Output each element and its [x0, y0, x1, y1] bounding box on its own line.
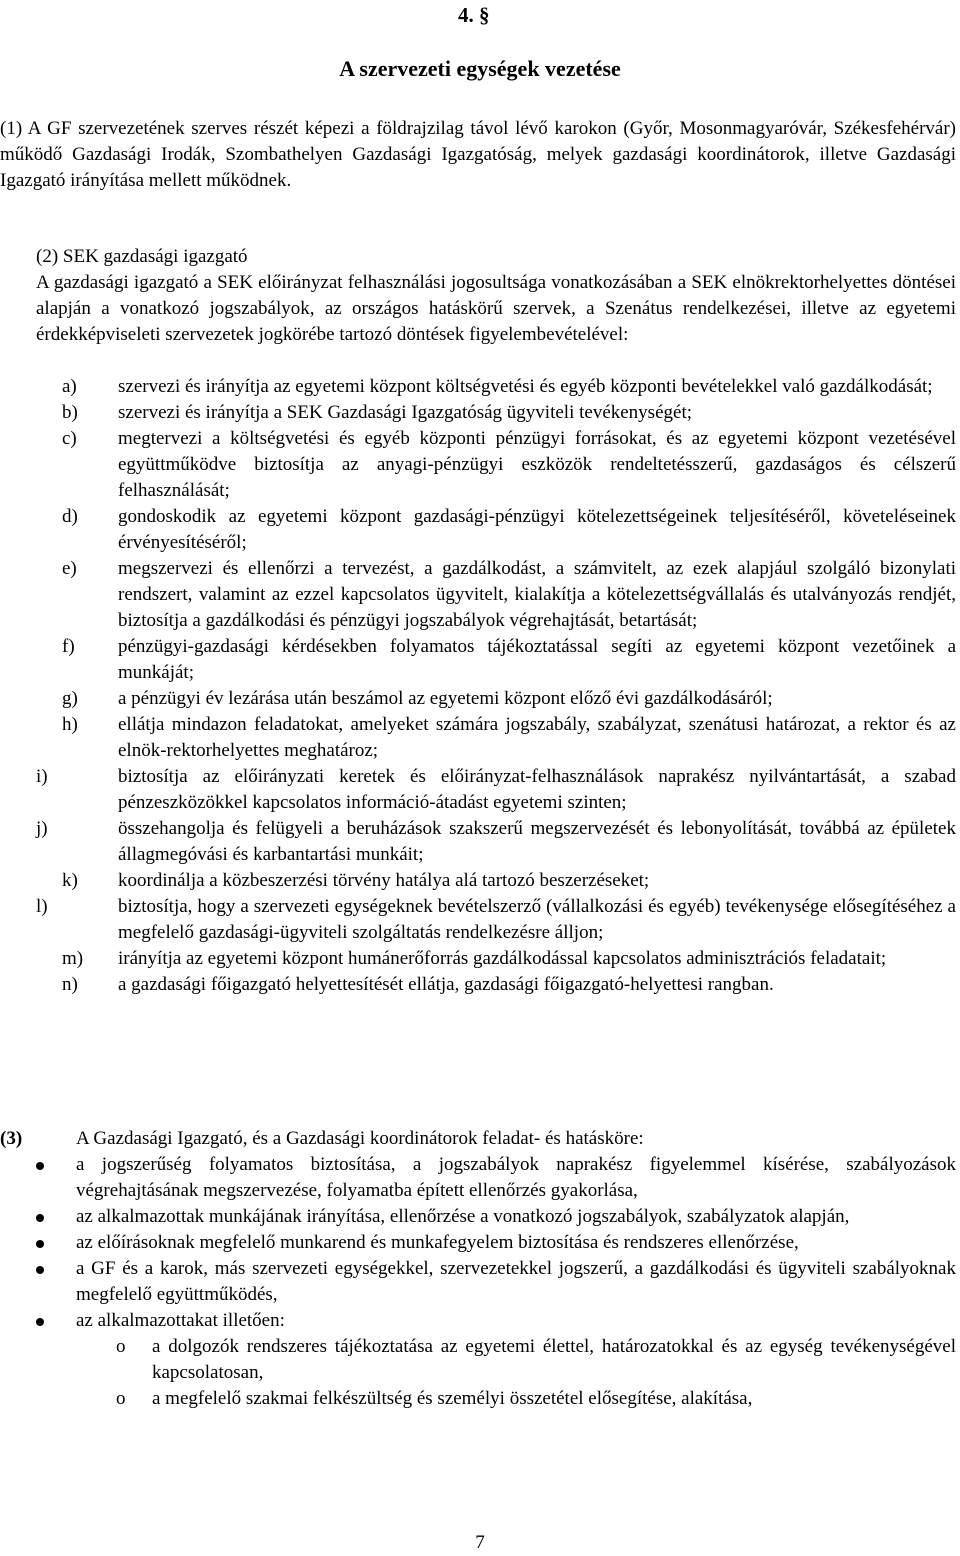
- list-item-label: a): [62, 376, 77, 397]
- bullet-text: a jogszerűség folyamatos biztosítása, a jogszabályok naprakész figyelemmel kísérése, szabályozások végrehajtásának megszervezése, folyamatba épített ellenőrzés gyakorlása,: [76, 1154, 956, 1201]
- list-item-text: biztosítja, hogy a szervezeti egységeknek bevételszerző (vállalkozási és egyéb) tevékenysége elősegítéséhez a megfelelő gazdasági-ügyviteli szolgáltatás rendelkezésre álljon;: [118, 896, 956, 943]
- list-item: [36, 426, 956, 504]
- bullet-item: [0, 1256, 956, 1308]
- bullet-item: [0, 1204, 956, 1230]
- paragraph-2: [36, 244, 956, 348]
- bullet-icon: [36, 1162, 44, 1170]
- bullet-text: a GF és a karok, más szervezeti egységekkel, szervezetekkel jogszerű, a gazdálkodási és ügyviteli szabályoknak megfelelő együttműködés,: [76, 1258, 956, 1305]
- paragraph-1: (1) A GF szervezetének szerves részét képezi a földrajzilag távol lévő karokon (Győr, Mosonmagyaróvár, Székesfehérvár) működő Gazdasági Irodák, Szombathelyen Gazdasági Igazgatóság, melyek gazdasági koordinátorok, illetve Gazdasági Igazgató irányítása mellett működnek.: [0, 118, 956, 191]
- list-item-text: biztosítja az előirányzati keretek és előirányzat-felhasználások naprakész nyilvántartását, a szabad pénzeszközökkel kapcsolatos információ-átadást egyetemi szinten;: [118, 766, 956, 813]
- list-item: [36, 374, 956, 400]
- paragraph-2-intro: A gazdasági igazgató a SEK előirányzat felhasználási jogosultsága vonatkozásában a SEK elnökrektorhelyettes döntései alapján a vonatkozó jogszabályok, az országos hatáskörű szervek, a Szenátus rendelkezései, illetve az egyetemi érdekképviseleti szervezetek jogkörébe tartozó döntések figyelembevételével:: [36, 272, 956, 345]
- paragraph-3-number: (3): [0, 1128, 23, 1149]
- list-item-text: irányítja az egyetemi központ humánerőforrás gazdálkodással kapcsolatos adminisztrációs feladatait;: [118, 948, 887, 969]
- list-item-label: i): [36, 766, 48, 787]
- list-item-text: ellátja mindazon feladatokat, amelyeket számára jogszabály, szabályzat, szenátusi határozat, a rektor és az elnök-rektorhelyettes meghatároz;: [118, 714, 956, 761]
- list-item-text: szervezi és irányítja az egyetemi központ költségvetési és egyéb központi bevételekkel való gazdálkodását;: [118, 376, 933, 397]
- page-number: 7: [475, 1532, 485, 1553]
- bullet-icon: [36, 1214, 44, 1222]
- list-item-text: pénzügyi-gazdasági kérdésekben folyamatos tájékoztatással segíti az egyetemi központ vezetőinek a munkáját;: [118, 636, 956, 683]
- bullet-icon: [36, 1318, 44, 1326]
- list-item: [36, 504, 956, 556]
- list-item-label: l): [36, 896, 48, 917]
- sub-bullet-item: [0, 1386, 956, 1412]
- list-item-label: c): [62, 428, 77, 449]
- sub-bullet-text: a dolgozók rendszeres tájékoztatása az egyetemi élettel, határozatokkal és az egység tevékenységével kapcsolatosan,: [152, 1336, 956, 1383]
- list-item-label: e): [62, 558, 77, 579]
- bullet-text: az alkalmazottakat illetően:: [76, 1310, 285, 1331]
- list-item: [36, 634, 956, 686]
- list-item-label: k): [62, 870, 78, 891]
- list-item: [36, 686, 956, 712]
- list-item: [36, 764, 956, 816]
- list-item-text: koordinálja a közbeszerzési törvény hatálya alá tartozó beszerzéseket;: [118, 870, 650, 891]
- list-item-label: b): [62, 402, 78, 423]
- list-item-text: megszervezi és ellenőrzi a tervezést, a gazdálkodást, a számvitelt, az ezek alapjául szolgáló bizonylati rendszert, valamint az ezzel kapcsolatos ügyvitelt, kialakítja a kötelezettségvállalás és utalványozás rendjét, biztosítja a gazdálkodási és pénzügyi jogszabályok végrehajtását, betartását;: [118, 558, 956, 631]
- bullet-item: [0, 1230, 956, 1256]
- list-item-text: gondoskodik az egyetemi központ gazdasági-pénzügyi kötelezettségeinek teljesítéséről, követeléseinek érvényesítéséről;: [118, 506, 956, 553]
- section-number: 4. §: [458, 3, 490, 27]
- bullet-item: [0, 1308, 956, 1334]
- list-item: [36, 894, 956, 946]
- bullet-text: az alkalmazottak munkájának irányítása, ellenőrzése a vonatkozó jogszabályok, szabályzatok alapján,: [76, 1206, 850, 1227]
- list-item: [36, 816, 956, 868]
- list-item-text: összehangolja és felügyeli a beruházások szakszerű megszervezését és lebonyolítását, továbbá az épületek állagmegóvási és karbantartási munkáit;: [118, 818, 956, 865]
- paragraph-3: [0, 1126, 956, 1152]
- list-item-text: a gazdasági főigazgató helyettesítését ellátja, gazdasági főigazgató-helyettesi rangban.: [118, 974, 774, 995]
- list-item-label: g): [62, 688, 78, 709]
- list-item: [36, 712, 956, 764]
- paragraph-2-heading: (2) SEK gazdasági igazgató: [36, 246, 248, 267]
- sub-bullet-item: [0, 1334, 956, 1386]
- list-item-label: j): [36, 818, 48, 839]
- sub-bullet-marker: o: [116, 1388, 126, 1409]
- bullet-item: [0, 1152, 956, 1204]
- paragraph-3-heading: A Gazdasági Igazgató, és a Gazdasági koordinátorok feladat- és hatásköre:: [76, 1128, 644, 1149]
- list-item-label: d): [62, 506, 78, 527]
- list-item: [36, 556, 956, 634]
- list-item-label: m): [62, 948, 84, 969]
- list-item: [36, 400, 956, 426]
- list-item: [36, 972, 956, 998]
- bullet-list: [0, 1152, 956, 1412]
- bullet-text: az előírásoknak megfelelő munkarend és munkafegyelem biztosítása és rendszeres ellenőrzése,: [76, 1232, 799, 1253]
- list-item-label: h): [62, 714, 78, 735]
- task-list: [36, 374, 956, 998]
- list-item-text: szervezi és irányítja a SEK Gazdasági Igazgatóság ügyviteli tevékenységét;: [118, 402, 692, 423]
- list-item: [36, 868, 956, 894]
- list-item-text: megtervezi a költségvetési és egyéb központi pénzügyi forrásokat, és az egyetemi központ vezetésével együttműködve biztosítja az anyagi-pénzügyi eszközök rendeltetésszerű, gazdaságos és célszerű felhasználását;: [118, 428, 956, 501]
- bullet-icon: [36, 1266, 44, 1274]
- list-item: [36, 946, 956, 972]
- list-item-label: f): [62, 636, 75, 657]
- sub-bullet-marker: o: [116, 1336, 126, 1357]
- sub-bullet-text: a megfelelő szakmai felkészültség és személyi összetétel elősegítése, alakítása,: [152, 1388, 753, 1409]
- list-item-text: a pénzügyi év lezárása után beszámol az egyetemi központ előző évi gazdálkodásáról;: [118, 688, 773, 709]
- list-item-label: n): [62, 974, 78, 995]
- section-title: A szervezeti egységek vezetése: [339, 56, 621, 81]
- bullet-icon: [36, 1240, 44, 1248]
